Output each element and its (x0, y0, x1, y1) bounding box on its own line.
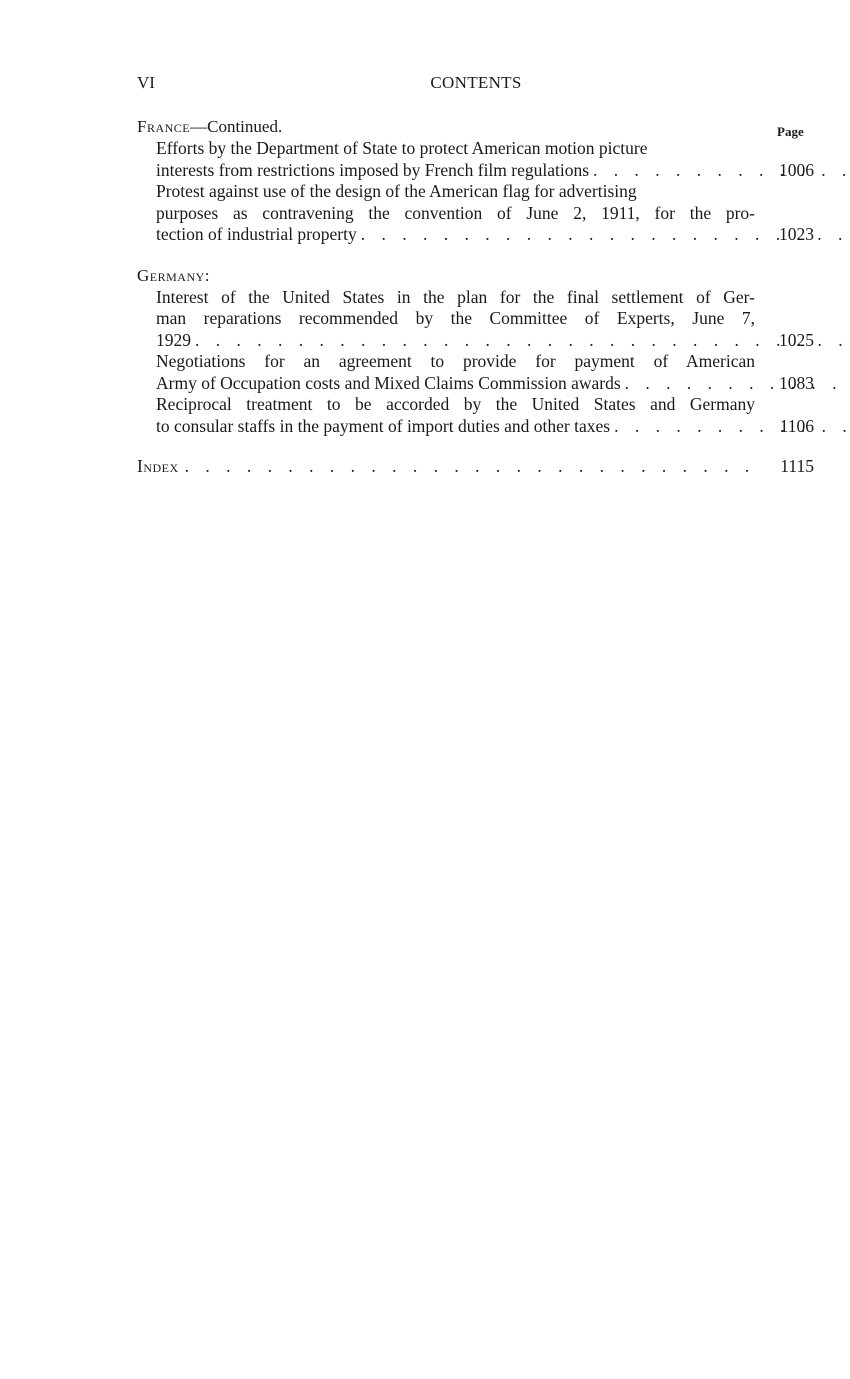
entry-line-with-leader: Army of Occupation costs and Mixed Claims Commission awards . . . (175, 373, 755, 395)
entry-line-with-leader: interests from restrictions imposed by French film regulations . . . (175, 160, 755, 182)
entry-line-with-leader: 1929 . . . (175, 330, 755, 352)
entry-page-number: 1106 (779, 415, 814, 436)
dot-leader (621, 373, 850, 393)
entry-line: Negotiations for an agreement to provide for payment of American (156, 351, 755, 371)
entry-page-number: 1023 (779, 224, 814, 244)
section-heading-germany (137, 265, 817, 287)
section-heading-france (137, 116, 817, 138)
dot-leader (179, 456, 755, 478)
entry-page-number: 1083 (779, 372, 814, 393)
section-heading-label: France (137, 117, 191, 136)
toc-entry[interactable] (137, 287, 817, 352)
entry-line: purposes as contravening the convention of June 2, 1911, for the pro- (156, 202, 755, 223)
table-of-contents (137, 116, 817, 478)
entry-line: Efforts by the Department of State to protect American motion picture (156, 138, 648, 158)
index-label: Index (137, 456, 179, 476)
page-column-label: Page (777, 124, 804, 139)
toc-entry[interactable] (137, 394, 817, 437)
section-heading-label: Germany (137, 265, 205, 285)
entry-line: Reciprocal treatment to be accorded by the United States and Germany (156, 394, 755, 414)
entry-line: Interest of the United States in the plan for the final settlement of Ger- (156, 286, 755, 307)
section-heading-suffix: —Continued. (190, 117, 283, 136)
entry-page-number: 1025 (779, 329, 814, 350)
section-heading-suffix: : (204, 265, 210, 285)
running-head: CONTENTS (430, 73, 522, 92)
page-number: VI (137, 73, 155, 92)
entry-line: Protest against use of the design of the American flag for advertising (156, 181, 637, 201)
entry-line: man reparations recommended by the Committee of Experts, June 7, (156, 308, 755, 328)
toc-entry[interactable] (137, 351, 817, 394)
entry-line-with-leader: tection of industrial property . . . (175, 224, 755, 246)
entry-page-number: 1006 (779, 159, 814, 180)
dot-leader (191, 330, 850, 350)
toc-entry[interactable] (137, 181, 817, 246)
toc-entry-index[interactable] (137, 456, 817, 478)
dot-leader (357, 224, 850, 244)
entry-line-with-leader: to consular staffs in the payment of import duties and other taxes . . . (175, 416, 755, 438)
dot-leader (610, 416, 850, 436)
toc-entry[interactable] (137, 138, 817, 181)
entry-page-number: 1115 (780, 456, 814, 476)
